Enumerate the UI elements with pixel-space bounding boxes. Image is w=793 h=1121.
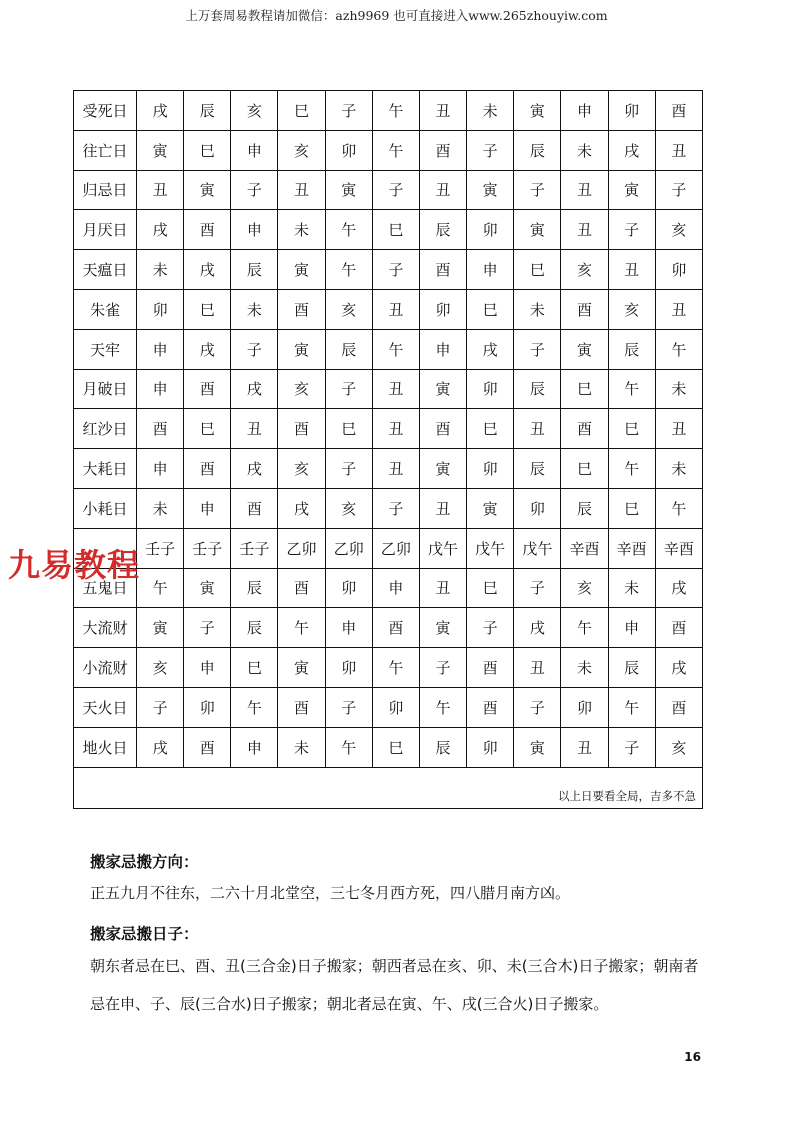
table-cell: 酉 xyxy=(184,449,231,489)
table-cell: 戌 xyxy=(514,608,561,648)
row-label: 地火日 xyxy=(74,727,137,767)
table-cell: 丑 xyxy=(372,289,419,329)
table-cell: 子 xyxy=(467,608,514,648)
table-cell: 寅 xyxy=(137,130,184,170)
table-cell: 亥 xyxy=(137,648,184,688)
table-cell: 未 xyxy=(467,91,514,131)
table-cell: 午 xyxy=(655,329,702,369)
table-cell: 丑 xyxy=(608,250,655,290)
table-cell: 巳 xyxy=(467,568,514,608)
table-cell: 壬子 xyxy=(137,528,184,568)
table-cell: 午 xyxy=(608,449,655,489)
table-cell: 巳 xyxy=(608,409,655,449)
table-cell: 亥 xyxy=(655,727,702,767)
table-cell: 丑 xyxy=(372,409,419,449)
table-cell: 未 xyxy=(137,488,184,528)
table-cell: 子 xyxy=(608,210,655,250)
table-cell: 巳 xyxy=(372,210,419,250)
table-cell: 寅 xyxy=(419,608,466,648)
table-cell: 辰 xyxy=(514,130,561,170)
table-cell: 辰 xyxy=(419,210,466,250)
table-cell: 子 xyxy=(231,329,278,369)
table-cell: 申 xyxy=(467,250,514,290)
table-cell: 酉 xyxy=(278,687,325,727)
table-cell: 辛酉 xyxy=(608,528,655,568)
table-cell: 辰 xyxy=(231,568,278,608)
table-cell: 申 xyxy=(231,130,278,170)
table-cell: 午 xyxy=(655,488,702,528)
table-cell: 戌 xyxy=(231,449,278,489)
table-cell: 丑 xyxy=(231,409,278,449)
table-cell: 寅 xyxy=(514,210,561,250)
table-cell: 卯 xyxy=(655,250,702,290)
table-cell: 卯 xyxy=(325,130,372,170)
table-cell: 亥 xyxy=(278,130,325,170)
table-cell: 亥 xyxy=(655,210,702,250)
row-label: 小流财 xyxy=(74,648,137,688)
table-cell: 戌 xyxy=(231,369,278,409)
table-row xyxy=(74,91,703,131)
table-cell: 丑 xyxy=(561,727,608,767)
table-cell: 丑 xyxy=(278,170,325,210)
table-cell: 申 xyxy=(231,210,278,250)
table-cell: 子 xyxy=(325,449,372,489)
table-cell: 申 xyxy=(372,568,419,608)
table-cell: 戌 xyxy=(608,130,655,170)
table-cell: 壬子 xyxy=(231,528,278,568)
table-cell: 酉 xyxy=(137,409,184,449)
table-cell: 卯 xyxy=(184,687,231,727)
table-cell: 戌 xyxy=(184,250,231,290)
table-cell: 辰 xyxy=(514,449,561,489)
table-cell: 未 xyxy=(608,568,655,608)
table-cell: 寅 xyxy=(467,488,514,528)
table-row xyxy=(74,449,703,489)
table-cell: 丑 xyxy=(419,170,466,210)
table-cell: 卯 xyxy=(561,687,608,727)
table-row xyxy=(74,170,703,210)
row-label: 往亡日 xyxy=(74,130,137,170)
table-cell: 酉 xyxy=(655,687,702,727)
table-row xyxy=(74,608,703,648)
table-cell: 未 xyxy=(231,289,278,329)
table-cell: 寅 xyxy=(514,91,561,131)
table-cell: 午 xyxy=(608,369,655,409)
table-cell: 亥 xyxy=(608,289,655,329)
table-cell: 辰 xyxy=(608,648,655,688)
table-cell: 午 xyxy=(231,687,278,727)
table-cell: 丑 xyxy=(372,369,419,409)
table-cell: 寅 xyxy=(467,170,514,210)
row-label: 天火日 xyxy=(74,687,137,727)
table-cell: 巳 xyxy=(467,289,514,329)
table-cell: 寅 xyxy=(561,329,608,369)
table-cell: 巳 xyxy=(278,91,325,131)
table-cell: 子 xyxy=(514,568,561,608)
table-cell: 寅 xyxy=(278,329,325,369)
table-row xyxy=(74,568,703,608)
table-cell: 巳 xyxy=(561,369,608,409)
table-cell: 巳 xyxy=(372,727,419,767)
table-cell: 亥 xyxy=(325,488,372,528)
table-cell: 戊午 xyxy=(514,528,561,568)
table-row xyxy=(74,369,703,409)
table-cell: 戌 xyxy=(184,329,231,369)
row-label: 大耗日 xyxy=(74,449,137,489)
row-label: 大流财 xyxy=(74,608,137,648)
table-cell: 戌 xyxy=(137,727,184,767)
row-label: 受死日 xyxy=(74,91,137,131)
table-cell: 辰 xyxy=(608,329,655,369)
days-heading: 搬家忌搬日子： xyxy=(90,925,199,943)
table-cell: 午 xyxy=(325,727,372,767)
table-cell: 申 xyxy=(184,488,231,528)
table-cell: 戊午 xyxy=(419,528,466,568)
table-cell: 戌 xyxy=(467,329,514,369)
table-cell: 未 xyxy=(514,289,561,329)
row-label: 红沙日 xyxy=(74,409,137,449)
table-cell: 午 xyxy=(137,568,184,608)
table-cell: 戌 xyxy=(278,488,325,528)
table-cell: 卯 xyxy=(467,449,514,489)
table-row xyxy=(74,727,703,767)
table-cell: 子 xyxy=(514,687,561,727)
table-cell: 寅 xyxy=(325,170,372,210)
direction-heading: 搬家忌搬方向： xyxy=(90,853,199,871)
table-cell: 丑 xyxy=(372,449,419,489)
table-cell: 申 xyxy=(137,369,184,409)
table-cell: 未 xyxy=(278,727,325,767)
table-cell: 未 xyxy=(278,210,325,250)
table-cell: 子 xyxy=(325,91,372,131)
table-cell: 亥 xyxy=(278,449,325,489)
table-cell: 未 xyxy=(655,369,702,409)
table-cell: 子 xyxy=(514,170,561,210)
table-cell: 酉 xyxy=(419,130,466,170)
table-cell: 巳 xyxy=(231,648,278,688)
table-cell: 未 xyxy=(137,250,184,290)
table-cell: 午 xyxy=(278,608,325,648)
table-cell: 丑 xyxy=(419,91,466,131)
watermark-logo: 九易教程 xyxy=(8,546,141,584)
days-text-line-2: 忌在申、子、辰(三合水)日子搬家；朝北者忌在寅、午、戌(三合火)日子搬家。 xyxy=(90,995,609,1013)
note-row xyxy=(74,767,703,808)
row-label: 小耗日 xyxy=(74,488,137,528)
table-row xyxy=(74,210,703,250)
table-cell: 辰 xyxy=(514,369,561,409)
table-cell: 丑 xyxy=(419,568,466,608)
table-cell: 寅 xyxy=(137,608,184,648)
table-cell: 卯 xyxy=(325,648,372,688)
table-cell: 壬子 xyxy=(184,528,231,568)
table-cell: 午 xyxy=(372,130,419,170)
table-cell: 辰 xyxy=(561,488,608,528)
table-cell: 卯 xyxy=(137,289,184,329)
table-cell: 午 xyxy=(372,648,419,688)
table-cell: 辰 xyxy=(419,727,466,767)
table-cell: 丑 xyxy=(655,130,702,170)
table-cell: 申 xyxy=(137,449,184,489)
table-cell: 巳 xyxy=(184,130,231,170)
table-cell: 戌 xyxy=(655,568,702,608)
table-cell: 午 xyxy=(325,250,372,290)
table-cell: 寅 xyxy=(278,648,325,688)
page-number: 16 xyxy=(684,1050,701,1064)
table-cell: 酉 xyxy=(655,91,702,131)
table-cell: 未 xyxy=(561,648,608,688)
table-cell: 丑 xyxy=(419,488,466,528)
table-cell: 酉 xyxy=(184,727,231,767)
row-label: 天牢 xyxy=(74,329,137,369)
table-cell: 酉 xyxy=(467,648,514,688)
table-cell: 申 xyxy=(419,329,466,369)
table-cell: 卯 xyxy=(467,210,514,250)
table-cell: 子 xyxy=(655,170,702,210)
table-cell: 午 xyxy=(372,329,419,369)
table-cell: 酉 xyxy=(184,369,231,409)
table-cell: 巳 xyxy=(608,488,655,528)
table-cell: 申 xyxy=(325,608,372,648)
table-cell: 巳 xyxy=(184,409,231,449)
table-cell: 子 xyxy=(372,488,419,528)
days-text-line-1: 朝东者忌在巳、酉、丑(三合金)日子搬家；朝西者忌在亥、卯、未(三合木)日子搬家；朝南者 xyxy=(90,957,699,975)
table-cell: 寅 xyxy=(278,250,325,290)
table-cell: 卯 xyxy=(514,488,561,528)
table-cell: 卯 xyxy=(608,91,655,131)
table-cell: 辰 xyxy=(325,329,372,369)
table-cell: 午 xyxy=(372,91,419,131)
table-cell: 子 xyxy=(467,130,514,170)
table-cell: 丑 xyxy=(561,170,608,210)
table-cell: 子 xyxy=(608,727,655,767)
table-note: 以上日要看全局，吉多不急 xyxy=(74,767,703,808)
table-cell: 卯 xyxy=(372,687,419,727)
table-cell: 子 xyxy=(231,170,278,210)
table-row xyxy=(74,409,703,449)
table-row xyxy=(74,488,703,528)
table-row xyxy=(74,528,703,568)
table-cell: 丑 xyxy=(655,289,702,329)
table-cell: 辰 xyxy=(231,250,278,290)
table-cell: 戌 xyxy=(137,210,184,250)
row-label: 月破日 xyxy=(74,369,137,409)
table-cell: 子 xyxy=(372,250,419,290)
table-cell: 申 xyxy=(231,727,278,767)
table-cell: 辛酉 xyxy=(561,528,608,568)
table-cell: 寅 xyxy=(184,568,231,608)
table-cell: 未 xyxy=(655,449,702,489)
table-cell: 子 xyxy=(325,687,372,727)
row-label: 月厌日 xyxy=(74,210,137,250)
table-row xyxy=(74,289,703,329)
table-cell: 子 xyxy=(372,170,419,210)
table-cell: 戌 xyxy=(655,648,702,688)
row-label: 朱雀 xyxy=(74,289,137,329)
table-cell: 丑 xyxy=(655,409,702,449)
table-cell: 酉 xyxy=(278,568,325,608)
table-cell: 子 xyxy=(325,369,372,409)
table-cell: 酉 xyxy=(184,210,231,250)
header-banner: 上万套周易教程请加微信：azh9969 也可直接进入www.265zhouyiw.com xyxy=(185,8,608,23)
table-cell: 子 xyxy=(184,608,231,648)
table-cell: 申 xyxy=(137,329,184,369)
table-row xyxy=(74,250,703,290)
table-cell: 子 xyxy=(514,329,561,369)
row-label: 天瘟日 xyxy=(74,250,137,290)
table-cell: 辰 xyxy=(231,608,278,648)
table-cell: 辰 xyxy=(184,91,231,131)
table-cell: 亥 xyxy=(561,250,608,290)
table-cell: 酉 xyxy=(655,608,702,648)
table-cell: 亥 xyxy=(325,289,372,329)
row-label: 归忌日 xyxy=(74,170,137,210)
table-cell: 乙卯 xyxy=(278,528,325,568)
table-cell: 卯 xyxy=(325,568,372,608)
table-cell: 酉 xyxy=(372,608,419,648)
table-cell: 巳 xyxy=(561,449,608,489)
table-cell: 午 xyxy=(419,687,466,727)
table-cell: 乙卯 xyxy=(325,528,372,568)
table-cell: 卯 xyxy=(419,289,466,329)
table-cell: 亥 xyxy=(561,568,608,608)
table-cell: 寅 xyxy=(419,369,466,409)
table-cell: 酉 xyxy=(561,409,608,449)
table-cell: 戌 xyxy=(137,91,184,131)
table-cell: 乙卯 xyxy=(372,528,419,568)
table-cell: 酉 xyxy=(419,250,466,290)
table-cell: 午 xyxy=(608,687,655,727)
table-cell: 未 xyxy=(561,130,608,170)
taboo-day-table xyxy=(73,90,703,809)
table-cell: 寅 xyxy=(608,170,655,210)
table-row xyxy=(74,687,703,727)
table-cell: 戊午 xyxy=(467,528,514,568)
table-cell: 寅 xyxy=(419,449,466,489)
table-row xyxy=(74,130,703,170)
table-cell: 巳 xyxy=(467,409,514,449)
table-cell: 丑 xyxy=(514,648,561,688)
table-cell: 酉 xyxy=(561,289,608,329)
direction-text: 正五九月不往东，二六十月北堂空，三七冬月西方死，四八腊月南方凶。 xyxy=(90,884,571,902)
table-cell: 丑 xyxy=(514,409,561,449)
table-cell: 卯 xyxy=(467,369,514,409)
table-cell: 丑 xyxy=(561,210,608,250)
table-cell: 亥 xyxy=(231,91,278,131)
table-cell: 巳 xyxy=(184,289,231,329)
table-cell: 卯 xyxy=(467,727,514,767)
table-cell: 巳 xyxy=(514,250,561,290)
table-cell: 申 xyxy=(561,91,608,131)
table-cell: 亥 xyxy=(278,369,325,409)
table-cell: 子 xyxy=(419,648,466,688)
table-row xyxy=(74,329,703,369)
table-cell: 酉 xyxy=(467,687,514,727)
table-cell: 午 xyxy=(325,210,372,250)
table-cell: 酉 xyxy=(278,409,325,449)
table-cell: 申 xyxy=(608,608,655,648)
table-cell: 酉 xyxy=(231,488,278,528)
table-cell: 子 xyxy=(137,687,184,727)
table-body xyxy=(74,91,703,809)
table-cell: 巳 xyxy=(325,409,372,449)
table-cell: 申 xyxy=(184,648,231,688)
table-cell: 寅 xyxy=(514,727,561,767)
table-cell: 酉 xyxy=(278,289,325,329)
table-cell: 丑 xyxy=(137,170,184,210)
table-cell: 午 xyxy=(561,608,608,648)
row-label: 五鬼日 xyxy=(74,568,137,608)
table-cell: 酉 xyxy=(419,409,466,449)
table-row xyxy=(74,648,703,688)
table-cell: 寅 xyxy=(184,170,231,210)
table-cell: 辛酉 xyxy=(655,528,702,568)
